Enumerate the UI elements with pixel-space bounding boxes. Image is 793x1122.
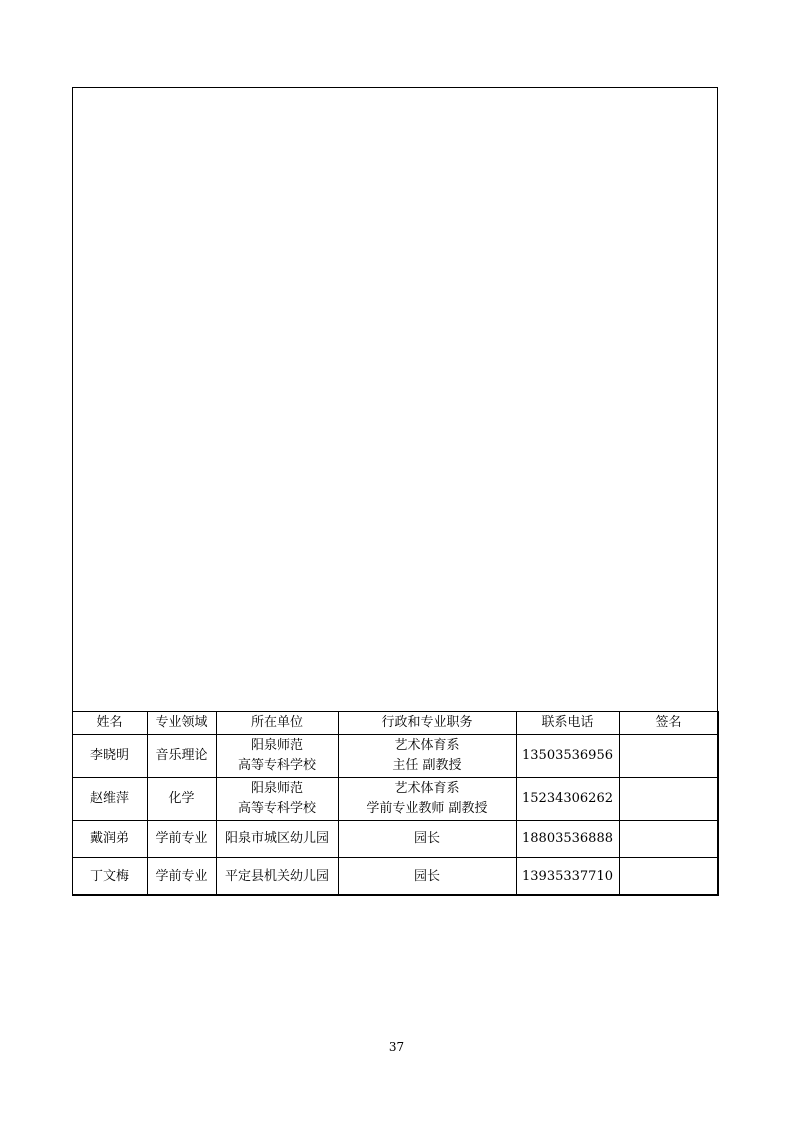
header-field: 专业领域 <box>147 712 216 735</box>
table-row <box>72 858 718 896</box>
cell-name: 赵维萍 <box>72 778 147 821</box>
table-header-row <box>72 712 718 735</box>
cell-unit-line: 高等专科学校 <box>237 801 316 816</box>
cell-title-line: 学前专业教师 副教授 <box>366 801 488 816</box>
table-row <box>72 735 718 778</box>
cell-signature[interactable] <box>619 778 718 821</box>
cell-title-line: 主任 副教授 <box>392 758 462 773</box>
cell-field: 学前专业 <box>147 858 216 896</box>
cell-phone: 13503536956 <box>516 735 619 778</box>
cell-signature[interactable] <box>619 858 718 896</box>
cell-name: 戴润弟 <box>72 821 147 858</box>
table-row <box>72 821 718 858</box>
cell-unit: 平定县机关幼儿园 <box>216 858 338 896</box>
cell-field: 化学 <box>147 778 216 821</box>
blank-opinion-area <box>73 88 717 711</box>
cell-unit <box>216 735 338 778</box>
cell-unit-line: 阳泉师范 <box>250 781 303 796</box>
page-number: 37 <box>388 1040 405 1054</box>
cell-title: 园长 <box>338 821 516 858</box>
cell-title-line: 艺术体育系 <box>394 781 460 796</box>
cell-name: 李晓明 <box>72 735 147 778</box>
header-unit: 所在单位 <box>216 712 338 735</box>
header-signature: 签名 <box>619 712 718 735</box>
cell-field: 学前专业 <box>147 821 216 858</box>
expert-signature-table <box>72 711 719 896</box>
header-title: 行政和专业职务 <box>338 712 516 735</box>
cell-unit-line: 阳泉师范 <box>250 738 303 753</box>
cell-field: 音乐理论 <box>147 735 216 778</box>
cell-name: 丁文梅 <box>72 858 147 896</box>
header-name: 姓名 <box>72 712 147 735</box>
table-row <box>72 778 718 821</box>
cell-signature[interactable] <box>619 821 718 858</box>
cell-phone: 18803536888 <box>516 821 619 858</box>
cell-unit <box>216 778 338 821</box>
header-phone: 联系电话 <box>516 712 619 735</box>
cell-unit: 阳泉市城区幼儿园 <box>216 821 338 858</box>
cell-signature[interactable] <box>619 735 718 778</box>
cell-unit-line: 高等专科学校 <box>237 758 316 773</box>
cell-phone: 15234306262 <box>516 778 619 821</box>
cell-title-line: 艺术体育系 <box>394 738 460 753</box>
cell-title <box>338 778 516 821</box>
cell-title: 园长 <box>338 858 516 896</box>
cell-title <box>338 735 516 778</box>
form-frame <box>72 87 718 895</box>
cell-phone: 13935337710 <box>516 858 619 896</box>
